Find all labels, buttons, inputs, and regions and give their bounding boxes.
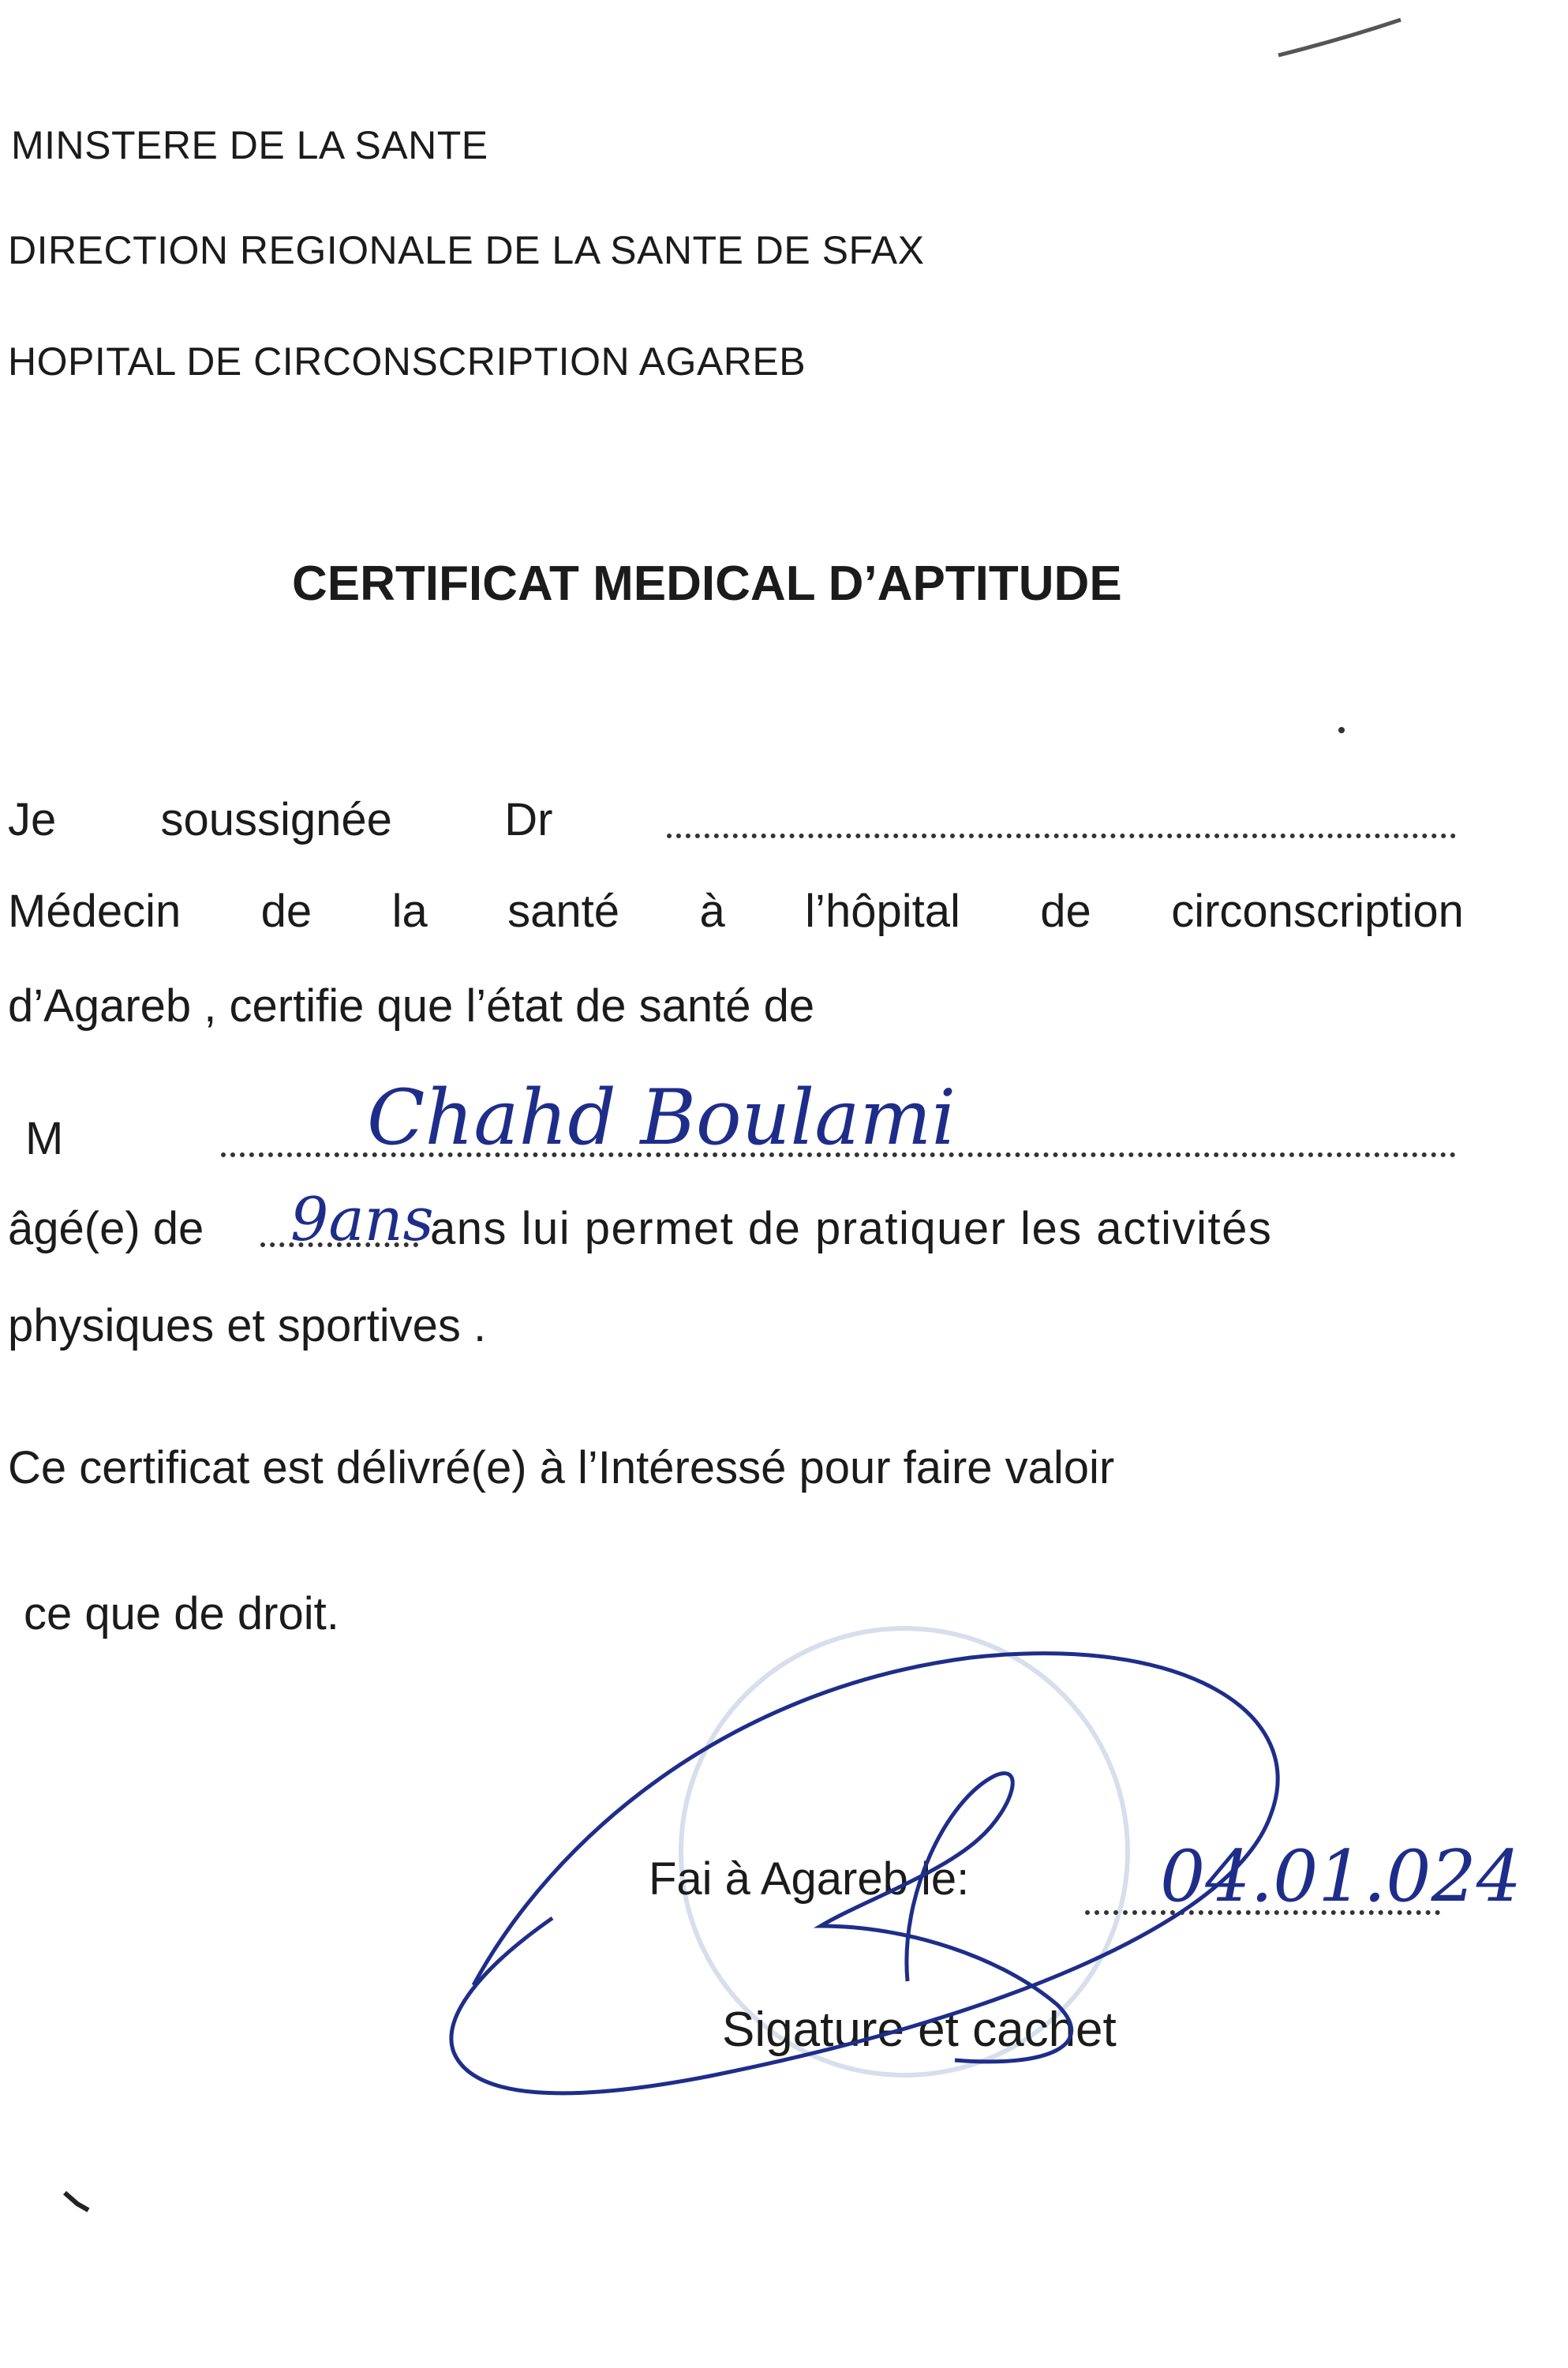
- word: l’hôpital: [805, 886, 960, 937]
- stray-dot: [1338, 727, 1345, 733]
- patient-name-handwritten: Chahd Boulami: [367, 1073, 956, 1162]
- word-je: Je: [8, 794, 57, 845]
- date-handwritten: 04.01.024: [1160, 1835, 1522, 1918]
- hospital-header: HOPITAL DE CIRCONSCRIPTION AGAREB: [8, 339, 806, 384]
- place-date-label: Fai à Agareb le:: [649, 1853, 970, 1905]
- body-line-8: ce que de droit.: [24, 1588, 339, 1639]
- word: la: [391, 886, 428, 937]
- body-line-6: physiques et sportives .: [8, 1300, 487, 1351]
- word: santé: [507, 886, 620, 937]
- word: de: [1040, 886, 1091, 937]
- word: à: [699, 886, 725, 937]
- document-title: CERTIFICAT MEDICAL D’APTITUDE: [292, 556, 1122, 611]
- m-label: M: [25, 1113, 64, 1164]
- ministry-header: MINSTERE DE LA SANTE: [11, 123, 488, 167]
- stray-ink-mark: [65, 2193, 88, 2210]
- word-dr: Dr: [504, 794, 553, 845]
- direction-header: DIRECTION REGIONALE DE LA SANTE DE SFAX: [8, 228, 925, 272]
- signature-label: Sigature et cachet: [722, 2003, 1117, 2057]
- signature-stroke-2: [821, 1774, 1072, 2062]
- pen-stroke-mark: [1278, 20, 1401, 55]
- signature-icon: [451, 1654, 1278, 2093]
- age-suffix: ans lui permet de pratiquer les activités: [430, 1203, 1273, 1254]
- word: Médecin: [8, 886, 181, 937]
- word: circonscription: [1171, 886, 1464, 937]
- body-line-7: Ce certificat est délivré(e) à l’Intéressé pour faire valoir: [8, 1442, 1115, 1493]
- word: de: [260, 886, 312, 937]
- word-soussignee: soussignée: [160, 794, 392, 845]
- age-prefix: âgé(e) de: [8, 1203, 204, 1254]
- age-handwritten: 9ans: [290, 1184, 434, 1254]
- body-line-3: d’Agareb , certifie que l’état de santé de: [8, 980, 815, 1032]
